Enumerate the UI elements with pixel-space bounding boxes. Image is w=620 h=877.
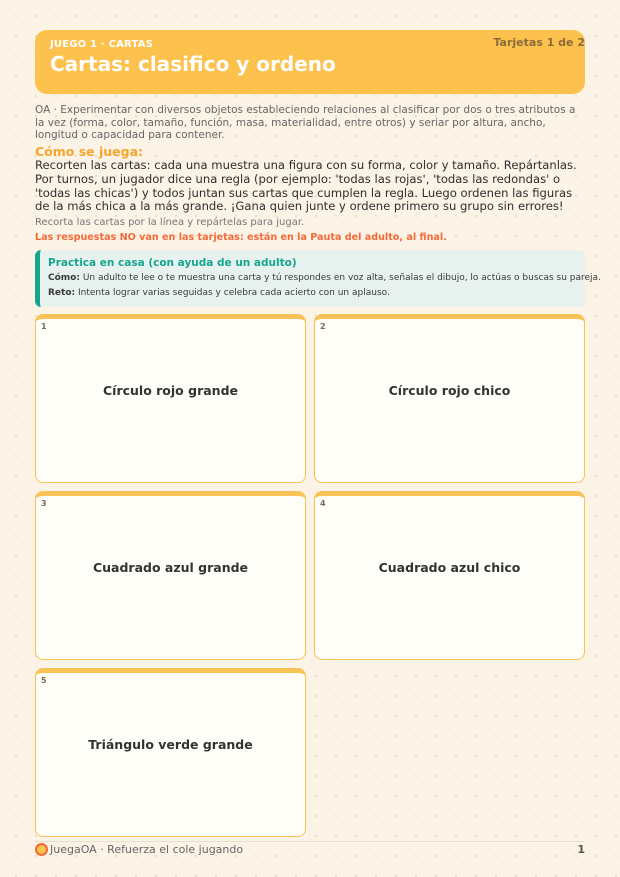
card-number: 4 xyxy=(320,499,326,508)
reto-label: Reto: xyxy=(48,288,76,298)
card-1 xyxy=(35,314,306,483)
cut-instructions: Recorta las cartas por la línea y repártelas para jugar. xyxy=(35,217,305,228)
card-label: Triángulo verde grande xyxy=(88,737,253,752)
practice-reto xyxy=(48,288,390,298)
footer-brand: JuegaOA · Refuerza el cole jugando xyxy=(50,843,244,856)
card-label: Cuadrado azul chico xyxy=(378,560,521,575)
card-label: Círculo rojo grande xyxy=(102,383,238,398)
brand-logo-icon xyxy=(35,843,48,856)
game-kicker: JUEGO 1 · CARTAS xyxy=(50,39,154,50)
answers-note: Las respuestas NO van en las tarjetas: están en la Pauta del adulto, al final. xyxy=(35,232,447,243)
practice-como xyxy=(48,273,601,283)
learning-objective: OA · Experimentar con diversos objetos estableciendo relaciones al clasificar por dos o tres atributos a la vez (forma, color, tamaño, función, masa, materialidad, entre otros) y seriar por altura, ancho, longitud o capacidad para contener. xyxy=(35,104,576,141)
card-label: Círculo rojo chico xyxy=(388,383,511,398)
card-number: 1 xyxy=(41,322,47,331)
how-to-play-text: Recorten las cartas: cada una muestra una figura con su forma, color y tamaño. Repártanlas. Por turnos, un jugador dice una regla (por ejemplo: 'todas las rojas', 'todas las redondas' o 'todas las chicas') y todos juntan sus cartas que cumplen la regla. Luego ordenen las figuras de la más chica a la más grande. ¡Gana quien junte y ordene primero su grupo sin errores! xyxy=(35,158,577,214)
card-number: 5 xyxy=(41,676,47,685)
como-label: Cómo: xyxy=(48,273,80,283)
page-title: Cartas: clasifico y ordeno xyxy=(50,52,336,76)
card-2 xyxy=(314,314,585,483)
footer-divider xyxy=(35,841,585,842)
practice-title: Practica en casa (con ayuda de un adulto) xyxy=(48,257,297,269)
card-3 xyxy=(35,491,306,660)
header-banner xyxy=(35,30,585,94)
reto-text: Intenta lograr varias seguidas y celebra cada acierto con un aplauso. xyxy=(78,288,390,298)
page-number: 1 xyxy=(577,843,585,856)
card-5 xyxy=(35,668,306,837)
card-label: Cuadrado azul grande xyxy=(92,560,249,575)
practice-box xyxy=(35,250,601,307)
card-number: 3 xyxy=(41,499,47,508)
card-counter: Tarjetas 1 de 2 xyxy=(493,36,585,49)
card-4 xyxy=(314,491,585,660)
como-text: Un adulto te lee o te muestra una carta y tú respondes en voz alta, señalas el dibujo, lo actúas o buscas su pareja. xyxy=(82,273,601,283)
how-to-play-heading: Cómo se juega: xyxy=(35,144,144,159)
card-number: 2 xyxy=(320,322,326,331)
